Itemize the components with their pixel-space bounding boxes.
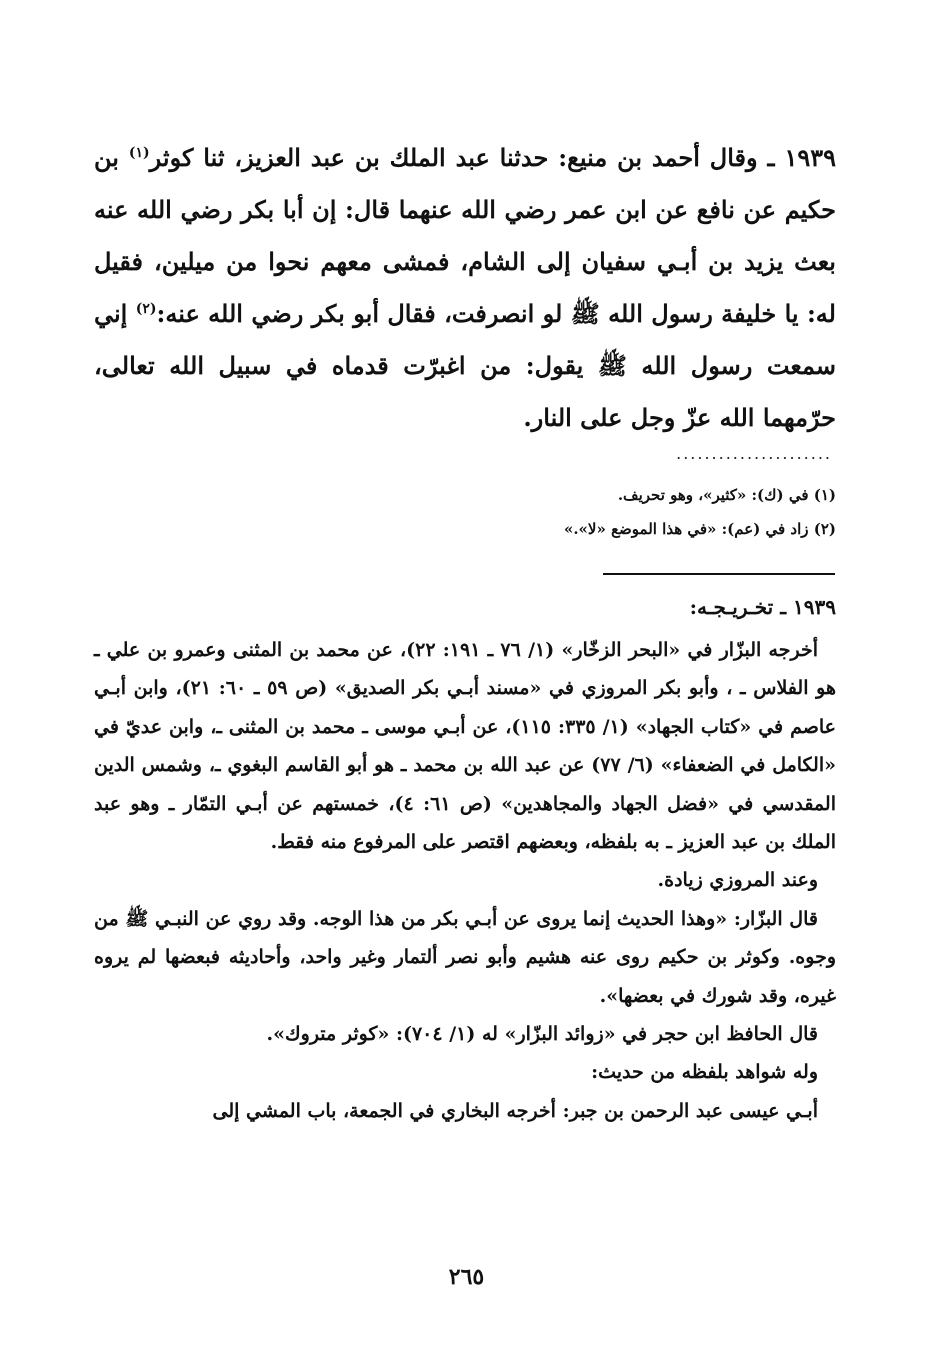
footnote-marker-1: (١) xyxy=(128,145,150,161)
takhrij-body xyxy=(94,631,836,1130)
takhrij-paragraph: أخرجه البزّار في «البحر الزخّار» (١/ ٧٦ ـ ١٩١: ٢٢)، عن محمد بن المثنى وعمرو بن علي ـ هو الفلاس ـ ، وأبو بكر المروزي في «مسند أبـي بكر الصديق» (ص ٥٩ ـ ٦٠: ٢١)، وابن أبـي عاصم في «كتاب الجهاد» (١/ ٣٣٥: ١١٥)، عن أبـي موسى ـ محمد بن المثنى ـ، وابن عديّ في «الكامل في الضعفاء» (٦/ ٧٧) عن عبد الله بن محمد ـ هو أبو القاسم البغوي ـ، وشمس الدين المقدسي في «فضل الجهاد والمجاهدين» (ص ٦١: ٤)، خمستهم عن أبـي التمّار ـ وهو عبد الملك بن عبد العزيز ـ به بلفظه، وبعضهم اقتصر على المرفوع منه فقط. xyxy=(94,639,836,854)
takhrij-paragraph: قال البزّار: «وهذا الحديث إنما يروى عن أبـي بكر من هذا الوجه. وقد روي عن النبـي ﷺ من وجوه. وكوثر بن حكيم روى عنه هشيم وأبو نصر ألتمار وغير واحد، وأحاديثه فبعضها لم يروه غيره، وقد شورك في بعضها». xyxy=(94,907,836,1007)
takhrij-paragraph: وله شواهد بلفظه من حديث: xyxy=(591,1061,818,1084)
hadith-text xyxy=(94,132,836,444)
takhrij-heading: ١٩٣٩ ـ تخـريـجـه: xyxy=(689,595,836,619)
hadith-text-part-1: ـ وقال أحمد بن منيع: حدثنا عبد الملك بن عبد العزيز، ثنا كوثر xyxy=(149,143,785,172)
page-number: ٢٦٥ xyxy=(448,1264,485,1290)
takhrij-paragraph: أبـي عيسى عبد الرحمن بن جبر: أخرجه البخاري في الجمعة، باب المشي إلى xyxy=(212,1099,818,1122)
hadith-number: ١٩٣٩ xyxy=(784,143,837,172)
hadith-text-part-2: بن حكيم عن نافع عن ابن عمر رضي الله عنهما قال: إن أبا بكر رضي الله عنه بعث يزيد بن أبـي سفيان إلى الشام، فمشى معهم نحوا من ميلين، فقيل له: يا خليفة رسول الله ﷺ لو انصرفت، فقال أبو بكر رضي الله عنه: xyxy=(94,143,836,328)
takhrij-paragraph: قال الحافظ ابن حجر في «زوائد البزّار» له (١/ ٧٠٤): «كوثر متروك». xyxy=(266,1023,818,1046)
hadith-text-part-3: إني سمعت رسول الله ﷺ يقول: من اغبرّت قدماه في سبيل الله تعالى، حرّمهما الله عزّ وجل على النار. xyxy=(94,299,836,432)
footnote-2: (٢) زاد في (عم): «في هذا الموضع «لا».» xyxy=(563,520,836,538)
separator-dots: ...................... xyxy=(676,444,832,463)
takhrij-paragraph: وعند المروزي زيادة. xyxy=(657,869,818,892)
footnote-1: (١) في (ك): «كثير»، وهو تحريف. xyxy=(617,486,836,504)
footnote-marker-2: (٢) xyxy=(135,301,157,317)
section-divider xyxy=(603,573,835,575)
footnotes xyxy=(94,478,836,546)
